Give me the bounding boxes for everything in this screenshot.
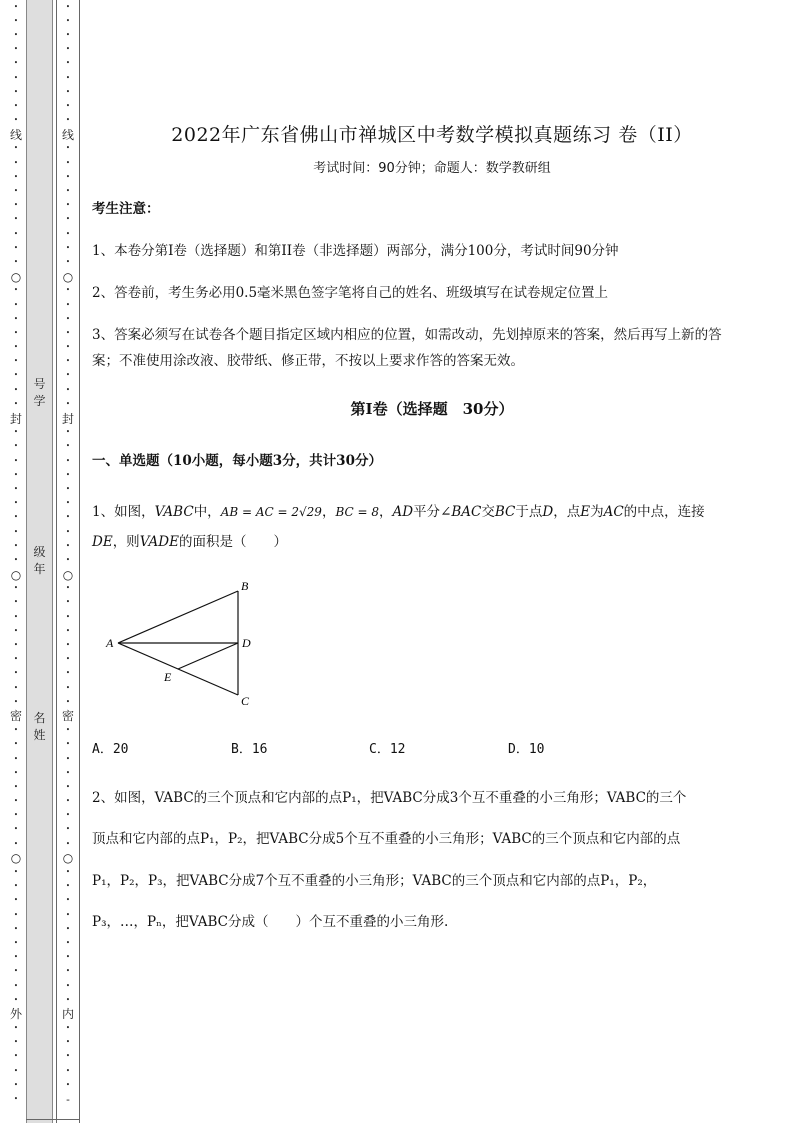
margin-bottom-edge (26, 1119, 80, 1120)
seal-dot: • (13, 768, 19, 777)
seal-dot: • (65, 1080, 71, 1089)
seal-dot: • (13, 116, 19, 125)
seal-dot: • (65, 87, 71, 96)
seal-dot: • (65, 1038, 71, 1047)
seal-dot: • (65, 172, 71, 181)
seal-dot: • (65, 797, 71, 806)
seal-dot: • (65, 385, 71, 394)
seal-dot: • (65, 144, 71, 153)
seal-dot: • (65, 328, 71, 337)
seal-dot: • (65, 697, 71, 706)
seal-dot: • (13, 527, 19, 536)
q1-text: 交 (481, 504, 495, 520)
seal-dot: • (65, 995, 71, 1004)
seal-dot: • (65, 967, 71, 976)
student-info-strip (26, 0, 53, 1123)
part-title: 一、单选题（10小题，每小题3分，共计30分） (92, 453, 382, 469)
seal-mark: ○ (10, 851, 22, 866)
seal-dot: • (13, 30, 19, 39)
seal-dot: • (13, 215, 19, 224)
seal-dot: • (13, 797, 19, 806)
seal-dot: • (65, 16, 71, 25)
seal-dot: • (13, 45, 19, 54)
q1-math: VABC (154, 504, 194, 520)
seal-dot: • (13, 782, 19, 791)
seal-dot: • (13, 1038, 19, 1047)
strip-char: 名 (33, 711, 46, 725)
seal-dot: • (65, 641, 71, 650)
seal-dot: • (13, 428, 19, 437)
choice-d[interactable]: D．10 (508, 742, 545, 757)
seal-dot: • (13, 924, 19, 933)
seal-dot: • (13, 357, 19, 366)
seal-dot: • (65, 158, 71, 167)
seal-end-mark: - (66, 1093, 70, 1107)
seal-dot: • (65, 626, 71, 635)
seal-dot: • (13, 541, 19, 550)
strip-char: 号 (33, 377, 46, 391)
seal-dot: • (13, 584, 19, 593)
seal-dot: • (13, 1095, 19, 1104)
q1-text: 中， (193, 504, 221, 520)
strip-char: 级 (33, 545, 46, 559)
seal-dot: • (13, 839, 19, 848)
segment-ab (118, 591, 238, 643)
seal-dot: • (13, 1052, 19, 1061)
seal-dot: • (13, 187, 19, 196)
seal-mark: 密 (61, 709, 74, 724)
seal-dot: • (13, 669, 19, 678)
seal-dot: • (13, 1080, 19, 1089)
seal-dot: • (65, 924, 71, 933)
q2-line-3: P₁，P₂，P₃，把VABC分成7个互不重叠的小三角形；VABC的三个顶点和它内部的点P₁，P₂， (92, 873, 657, 889)
inner-seal-column (61, 0, 75, 1123)
seal-dot: • (13, 73, 19, 82)
seal-mark: 外 (9, 1007, 22, 1022)
strip-char: 年 (33, 562, 46, 576)
q1-math: AB = AC = 2√29 (220, 505, 322, 519)
seal-dot: • (13, 868, 19, 877)
seal-dot: • (13, 555, 19, 564)
seal-dot: • (13, 16, 19, 25)
seal-dot: • (65, 655, 71, 664)
strip-field-student-id (27, 376, 52, 410)
seal-mark: 封 (9, 411, 22, 426)
label-e: E (164, 670, 172, 684)
q1-math: D (542, 504, 554, 520)
seal-dot: • (65, 442, 71, 451)
seal-dot: • (13, 399, 19, 408)
q1-math: E (580, 504, 591, 520)
seal-dot: • (65, 555, 71, 564)
seal-dot: • (13, 726, 19, 735)
q1-text: ， (321, 504, 336, 520)
q1-text: 的面积是（ ） (178, 534, 287, 550)
seal-dot: • (65, 754, 71, 763)
seal-mark: 线 (61, 127, 74, 142)
seal-dot: • (13, 314, 19, 323)
seal-dot: • (13, 513, 19, 522)
q1-text: 于点 (515, 504, 543, 520)
segment-de (178, 643, 238, 669)
seal-dot: • (65, 101, 71, 110)
seal-mark: 密 (9, 709, 22, 724)
q1-text: 1、如图， (92, 504, 155, 520)
seal-dot: • (65, 669, 71, 678)
seal-dot: • (65, 938, 71, 947)
seal-dot: • (65, 782, 71, 791)
seal-dot: • (13, 740, 19, 749)
seal-dot: • (13, 87, 19, 96)
seal-dot: • (65, 612, 71, 621)
seal-dot: • (65, 484, 71, 493)
seal-dot: • (65, 740, 71, 749)
seal-dot: • (13, 1066, 19, 1075)
seal-dot: • (65, 371, 71, 380)
strip-field-class (27, 544, 52, 578)
seal-dot: • (65, 839, 71, 848)
seal-dot: • (13, 300, 19, 309)
seal-dot: • (65, 243, 71, 252)
seal-mark: ○ (10, 269, 22, 284)
seal-dot: • (65, 513, 71, 522)
seal-dot: • (13, 144, 19, 153)
seal-dot: • (13, 896, 19, 905)
seal-dot: • (65, 470, 71, 479)
seal-dot: • (13, 158, 19, 167)
seal-dot: • (65, 314, 71, 323)
seal-dot: • (13, 825, 19, 834)
seal-mark: ○ (62, 269, 74, 284)
seal-dot: • (13, 456, 19, 465)
choice-a[interactable]: A．20 (92, 742, 129, 757)
seal-dot: • (13, 754, 19, 763)
seal-dot: • (65, 257, 71, 266)
seal-dot: • (65, 541, 71, 550)
seal-dot: • (65, 45, 71, 54)
seal-dot: • (13, 882, 19, 891)
seal-dot: • (65, 868, 71, 877)
seal-dot: • (13, 484, 19, 493)
seal-dot: • (65, 726, 71, 735)
seal-dot: • (65, 428, 71, 437)
seal-dot: • (13, 59, 19, 68)
q1-math: AC (603, 504, 624, 520)
seal-dot: • (65, 896, 71, 905)
seal-dot: • (65, 201, 71, 210)
seal-dot: • (13, 257, 19, 266)
seal-dot: • (65, 343, 71, 352)
outer-seal-column (9, 0, 23, 1123)
seal-dot: • (13, 598, 19, 607)
seal-dot: • (65, 811, 71, 820)
seal-dot: • (65, 2, 71, 11)
seal-dot: • (65, 1066, 71, 1075)
seal-dot: • (65, 215, 71, 224)
seal-dot: • (13, 470, 19, 479)
seal-dot: • (65, 300, 71, 309)
seal-dot: • (65, 499, 71, 508)
seal-dot: • (13, 938, 19, 947)
q2-line-4: P₃，…，Pₙ，把VABC分成（ ）个互不重叠的小三角形. (92, 914, 449, 930)
seal-dot: • (65, 882, 71, 891)
notice-item-3: 3、答案必须写在试卷各个题目指定区域内相应的位置，如需改动，先划掉原来的答案，然后再写上新的答案；不准使用涂改液、胶带纸、修正带，不按以上要求作答的答案无效。 (92, 327, 722, 369)
page-title: 2022年广东省佛山市禅城区中考数学模拟真题练习 卷（II） (171, 124, 693, 146)
choice-b[interactable]: B．16 (231, 742, 268, 757)
seal-dot: • (65, 910, 71, 919)
seal-dot: • (13, 641, 19, 650)
section-title: 第I卷（选择题 30分） (350, 400, 514, 418)
seal-mark: 封 (61, 411, 74, 426)
label-c: C (241, 694, 250, 708)
q1-math: AD (392, 504, 414, 520)
seal-dot: • (13, 442, 19, 451)
seal-dot: • (65, 981, 71, 990)
seal-dot: • (65, 229, 71, 238)
seal-dot: • (13, 612, 19, 621)
seal-dot: • (13, 201, 19, 210)
seal-dot: • (65, 1052, 71, 1061)
q2-line-1: 2、如图，VABC的三个顶点和它内部的点P₁，把VABC分成3个互不重叠的小三角形；VABC的三个 (92, 790, 687, 806)
seal-dot: • (13, 499, 19, 508)
q2-line-2: 顶点和它内部的点P₁，P₂，把VABC分成5个互不重叠的小三角形；VABC的三个顶点和它内部的点 (92, 831, 681, 847)
seal-mark: 线 (9, 127, 22, 142)
seal-dot: • (13, 229, 19, 238)
notice-item-1: 1、本卷分第I卷（选择题）和第II卷（非选择题）两部分，满分100分，考试时间90分钟 (92, 243, 619, 259)
seal-dot: • (13, 328, 19, 337)
label-d: D (242, 636, 251, 650)
q1-math: BC = 8 (335, 505, 379, 519)
question-1 (92, 497, 752, 557)
page-subtitle: 考试时间：90分钟；命题人：数学教研组 (313, 161, 551, 176)
q1-math: BC (494, 504, 516, 520)
seal-dot: • (13, 626, 19, 635)
seal-dot: • (65, 456, 71, 465)
seal-dot: • (65, 30, 71, 39)
seal-dot: • (13, 101, 19, 110)
seal-dot: • (65, 584, 71, 593)
strip-field-name (27, 710, 52, 744)
seal-mark: 内 (61, 1007, 74, 1022)
strip-char: 姓 (33, 728, 46, 742)
seal-dot: • (13, 172, 19, 181)
seal-dot: • (13, 910, 19, 919)
q1-text: 的中点，连接 (623, 504, 705, 520)
seal-dot: • (65, 73, 71, 82)
seal-dot: • (13, 343, 19, 352)
choice-c[interactable]: C．12 (369, 742, 406, 757)
label-b: B (241, 579, 249, 593)
seal-mark: ○ (62, 851, 74, 866)
q1-text: 为 (590, 504, 604, 520)
seal-dot: • (13, 385, 19, 394)
q1-text: ， (378, 504, 393, 520)
seal-dot: • (65, 768, 71, 777)
seal-dot: • (65, 527, 71, 536)
seal-dot: • (65, 59, 71, 68)
seal-dot: • (13, 697, 19, 706)
q1-math: ∠BAC (440, 504, 482, 520)
strip-char: 学 (33, 394, 46, 408)
seal-dot: • (13, 1024, 19, 1033)
seal-dot: • (65, 953, 71, 962)
seal-dot: • (13, 981, 19, 990)
seal-dot: • (65, 357, 71, 366)
seal-dot: • (65, 598, 71, 607)
q1-text: 平分 (413, 504, 441, 520)
seal-dot: • (13, 371, 19, 380)
seal-dot: • (13, 995, 19, 1004)
seal-dot: • (65, 187, 71, 196)
seal-mark: ○ (10, 567, 22, 582)
q1-figure (100, 576, 270, 711)
seal-dot: • (13, 655, 19, 664)
q1-text: ，点 (553, 504, 581, 520)
seal-dot: • (65, 286, 71, 295)
seal-dot: • (65, 116, 71, 125)
seal-dot: • (13, 811, 19, 820)
seal-dot: • (65, 683, 71, 692)
seal-dot: • (13, 2, 19, 11)
q1-text: ，则 (112, 534, 140, 550)
seal-dot: • (13, 286, 19, 295)
seal-dot: • (13, 953, 19, 962)
notice-item-2: 2、答卷前，考生务必用0.5毫米黑色签字笔将自己的姓名、班级填写在试卷规定位置上 (92, 285, 609, 301)
seal-dot: • (65, 399, 71, 408)
seal-mark: ○ (62, 567, 74, 582)
seal-dot: • (13, 967, 19, 976)
q1-math: DE (92, 534, 113, 550)
q1-math: VADE (139, 534, 179, 550)
seal-dot: • (13, 683, 19, 692)
notice-heading: 考生注意： (92, 201, 160, 217)
seal-dot: • (13, 243, 19, 252)
label-a: A (106, 636, 114, 650)
seal-dot: • (65, 1024, 71, 1033)
seal-dot: • (65, 825, 71, 834)
